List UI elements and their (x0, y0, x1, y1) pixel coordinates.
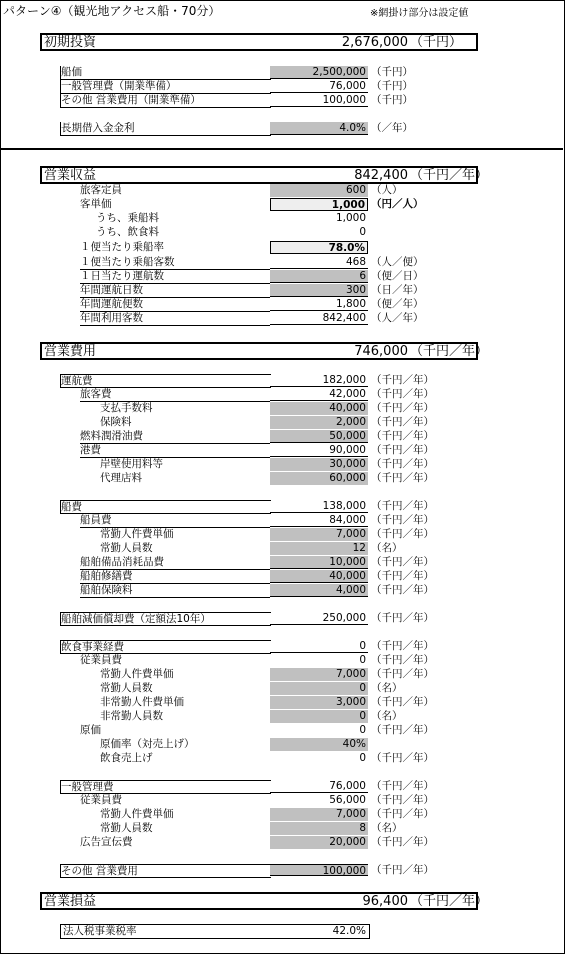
initial-investment-total-row[interactable] (40, 33, 478, 51)
opex-unit: （千円／年） (410, 344, 489, 359)
item-unit: （千円／年） (371, 668, 434, 680)
profit-unit: （千円／年） (410, 894, 489, 909)
item-unit: （千円／年） (371, 808, 434, 820)
item-label: 常勤人員数 (100, 542, 153, 554)
item-value[interactable]: 600 (270, 184, 368, 197)
item-unit: （千円） (371, 80, 413, 92)
item-value[interactable]: 50,000 (270, 430, 368, 443)
item-unit: （名） (371, 542, 403, 554)
item-unit: （千円／年） (371, 528, 434, 540)
item-label: 年間運航日数 (80, 284, 270, 298)
item-unit: （千円） (371, 66, 413, 78)
legend-note: ※網掛け部分は設定値 (370, 8, 469, 19)
initial-investment-label: 初期投資 (44, 35, 97, 50)
item-label: うち、飲食料 (96, 226, 159, 238)
item-label: 非常勤人件費単価 (100, 696, 184, 708)
item-unit: （千円／年） (371, 374, 434, 386)
item-value: 1,800 (270, 298, 368, 311)
opex-label: 営業費用 (44, 344, 97, 359)
initial-investment-value: 2,676,000 (341, 35, 408, 50)
item-label: 常勤人員数 (100, 822, 153, 834)
item-unit: （千円／年） (371, 514, 434, 526)
opex-value: 746,000 (354, 344, 408, 359)
section-divider (0, 148, 563, 150)
item-label: 年間運航便数 (80, 298, 270, 312)
item-value[interactable]: 1,000 (270, 198, 368, 211)
profit-total-row[interactable] (40, 892, 489, 910)
item-unit: （千円／年） (371, 500, 434, 512)
item-label: 代理店料 (100, 472, 142, 484)
item-value[interactable]: 4,000 (270, 584, 368, 597)
item-value: 100,000 (270, 94, 368, 107)
item-unit: （千円／年） (371, 444, 434, 456)
item-unit: （便／日） (371, 270, 424, 282)
item-value: 138,000 (270, 500, 368, 513)
item-unit: （人／便） (371, 256, 424, 268)
item-unit: （千円／年） (371, 472, 434, 484)
item-unit: （千円／年） (371, 724, 434, 736)
tax-rate-value[interactable]: 42.0% (332, 925, 366, 937)
item-value[interactable]: 3,000 (270, 696, 368, 709)
item-unit: （千円／年） (371, 640, 434, 652)
item-unit: （人） (371, 184, 403, 196)
item-value[interactable]: 0 (270, 710, 368, 723)
item-label: 保険料 (100, 416, 132, 428)
item-label: 原価率（対売上げ） (100, 738, 195, 750)
item-label: 飲食事業経費 (60, 640, 271, 654)
item-unit: （千円／年） (371, 388, 434, 400)
item-label: 非常勤人員数 (100, 710, 163, 722)
item-label: うち、乗船料 (96, 212, 159, 224)
item-label: 旅客定員 (80, 184, 122, 196)
item-value: 90,000 (270, 444, 368, 457)
item-unit: （名） (371, 710, 403, 722)
revenue-unit: （千円／年） (410, 168, 489, 183)
item-unit: （千円／年） (371, 584, 434, 596)
item-value: 76,000 (270, 780, 368, 793)
item-unit: （名） (371, 682, 403, 694)
item-value[interactable]: 12 (270, 542, 368, 555)
item-label: 常勤人件費単価 (100, 668, 174, 680)
item-label: 船舶備品消耗品費 (80, 556, 270, 570)
item-value[interactable]: 40,000 (270, 402, 368, 415)
depreciation-value: 250,000 (270, 612, 368, 625)
item-label: 燃料潤滑油費 (80, 430, 270, 444)
item-value: 76,000 (270, 80, 368, 93)
item-value: 0 (359, 724, 366, 736)
other-opex-value[interactable]: 100,000 (270, 864, 368, 876)
profit-value: 96,400 (362, 894, 408, 909)
item-label: 常勤人件費単価 (100, 528, 174, 540)
item-unit: （円／人） (371, 198, 424, 210)
item-label: 船員費 (80, 514, 270, 528)
other-opex-label: その他 営業費用 (60, 864, 271, 878)
item-value[interactable]: 7,000 (270, 528, 368, 541)
item-value[interactable]: 7,000 (270, 808, 368, 821)
item-value: 0 (359, 654, 366, 666)
item-label: 広告宣伝費 (80, 836, 133, 848)
item-label: 船舶保険料 (80, 584, 270, 598)
item-value: 42,000 (270, 388, 368, 401)
item-label: 船価 (60, 66, 271, 80)
item-label: 船費 (60, 500, 271, 514)
item-unit: （千円） (371, 94, 413, 106)
profit-label: 営業損益 (44, 894, 97, 909)
item-label: 一般管理費（開業準備） (60, 80, 271, 94)
item-label: その他 営業費用（開業準備） (60, 94, 271, 108)
item-label: 飲食売上げ (100, 752, 153, 764)
item-value[interactable]: 300 (270, 284, 368, 297)
depreciation-unit: （千円／年） (371, 612, 434, 624)
item-value: 1,000 (335, 212, 366, 224)
item-value[interactable]: 60,000 (270, 472, 368, 485)
sheet-title: パターン④（観光地アクセス船・70分） (3, 4, 221, 18)
item-unit: （日／年） (371, 284, 424, 296)
item-label: １日当たり運航数 (80, 270, 270, 284)
item-unit: （便／年） (371, 298, 424, 310)
item-unit: （千円／年） (371, 458, 434, 470)
other-opex-unit: （千円／年） (371, 864, 434, 876)
item-value: 842,400 (270, 312, 368, 325)
item-unit: （千円／年） (371, 402, 434, 414)
item-value[interactable]: 6 (270, 270, 368, 283)
loan-rate-unit: （／年） (371, 122, 413, 134)
item-unit: （千円／年） (371, 752, 434, 764)
item-unit: （千円／年） (371, 570, 434, 582)
tax-rate-row[interactable] (60, 924, 370, 939)
opex-total-row[interactable] (40, 342, 489, 360)
item-value: 84,000 (270, 514, 368, 527)
item-unit: （千円／年） (371, 696, 434, 708)
item-value[interactable]: 78.0% (270, 241, 368, 254)
item-value[interactable]: 10,000 (270, 556, 368, 569)
item-value[interactable]: 30,000 (270, 458, 368, 471)
item-unit: （名） (371, 822, 403, 834)
item-value[interactable]: 2,500,000 (270, 66, 368, 79)
item-value: 0 (270, 640, 368, 653)
revenue-value: 842,400 (354, 168, 408, 183)
item-value[interactable]: 7,000 (270, 668, 368, 681)
item-label: 支払手数料 (100, 402, 153, 414)
item-value[interactable]: 40% (270, 738, 368, 751)
item-value: 182,000 (270, 374, 368, 387)
item-label: 船舶修繕費 (80, 570, 270, 584)
item-label: 年間利用客数 (80, 312, 270, 326)
item-value: 468 (270, 256, 368, 269)
item-label: 旅客費 (80, 388, 270, 402)
item-label: 常勤人件費単価 (100, 808, 174, 820)
item-value: 0 (359, 752, 366, 764)
item-label: 運航費 (60, 374, 271, 388)
item-label: 常勤人員数 (100, 682, 153, 694)
item-label: １便当たり乗船率 (80, 241, 164, 253)
item-label: １便当たり乗船客数 (80, 256, 270, 270)
item-value: 56,000 (329, 794, 366, 806)
item-label: 岸壁使用料等 (100, 458, 163, 470)
item-unit: （千円／年） (371, 556, 434, 568)
item-value[interactable]: 2,000 (270, 416, 368, 429)
item-unit: （千円／年） (371, 416, 434, 428)
initial-investment-unit: （千円） (410, 35, 463, 50)
item-value[interactable]: 40,000 (270, 570, 368, 583)
item-label: 従業員費 (80, 654, 122, 666)
item-unit: （千円／年） (371, 654, 434, 666)
item-unit: （人／年） (371, 312, 424, 324)
item-label: 客単価 (80, 198, 112, 210)
item-label: 一般管理費 (60, 780, 271, 794)
loan-rate-value[interactable]: 4.0% (270, 122, 368, 135)
revenue-total-row[interactable] (40, 166, 489, 184)
item-value[interactable]: 8 (270, 822, 368, 835)
loan-rate-label: 長期借入金金利 (60, 122, 271, 136)
item-label: 原価 (80, 724, 101, 736)
item-label: 従業員費 (80, 794, 122, 806)
item-unit: （千円／年） (371, 794, 434, 806)
item-label: 港費 (80, 444, 270, 458)
item-unit: （千円／年） (371, 430, 434, 442)
tax-rate-label: 法人税事業税率 (63, 925, 137, 937)
revenue-label: 営業収益 (44, 168, 97, 183)
item-value[interactable]: 0 (270, 682, 368, 695)
depreciation-label: 船舶減価償却費（定額法10年） (60, 612, 271, 626)
item-unit: （千円／年） (371, 836, 434, 848)
item-value: 0 (359, 226, 366, 238)
item-value[interactable]: 20,000 (270, 836, 368, 849)
item-unit: （千円／年） (371, 780, 434, 792)
